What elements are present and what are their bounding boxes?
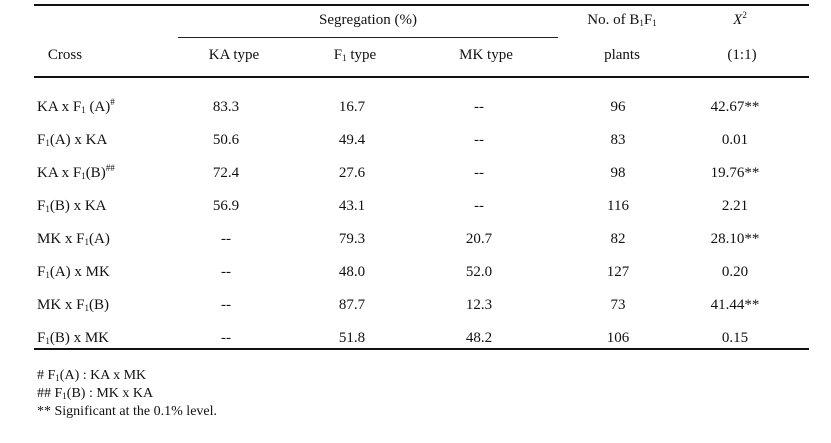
plants-header: plants — [604, 47, 640, 63]
segregation-header: Segregation (%) — [319, 12, 417, 28]
ka-type-cell: 83.3 — [212, 99, 240, 115]
mk-type-cell: -- — [474, 99, 484, 115]
plant-count-cell: 96 — [610, 99, 626, 115]
cross-cell: KA x $F_1(B)^{\#\#}$ — [37, 163, 115, 181]
mk-type-cell: 12.3 — [465, 297, 493, 313]
cross-cell: $F_1(B)$ x MK — [37, 330, 110, 346]
segregation-underline — [178, 37, 558, 38]
chi-square-cell: 19.76** — [710, 165, 760, 181]
plant-count-cell: 73 — [610, 297, 626, 313]
ka-type-header: KA type — [208, 47, 260, 63]
chi-square-cell: 0.20 — [721, 264, 749, 280]
plant-count-cell: 82 — [610, 231, 626, 247]
mk-type-header: MK type — [459, 47, 513, 63]
ratio-header: (1:1) — [727, 47, 757, 63]
footnote-3: ** Significant at the 0.1% level. — [37, 404, 218, 419]
ka-type-cell: -- — [221, 297, 231, 313]
cross-cell: MK x $F_1(B)$ — [37, 297, 110, 313]
table-bottom-rule — [34, 348, 809, 350]
ka-type-cell: -- — [221, 264, 231, 280]
f1-type-cell: 48.0 — [338, 264, 366, 280]
footnote-1: # $F_1(A)$ : KA x MK — [37, 368, 147, 383]
no-of-b1f1-header: No. of $B_1F_1$ — [587, 12, 657, 28]
cross-cell: $F_1(A)$ x KA — [37, 132, 108, 148]
mk-type-cell: 48.2 — [465, 330, 493, 346]
footnote-2: ## $F_1(B)$ : MK x KA — [37, 386, 154, 401]
chi-square-cell: 0.01 — [721, 132, 749, 148]
header-bottom-rule — [34, 76, 809, 78]
ka-type-cell: 56.9 — [212, 198, 240, 214]
plant-count-cell: 127 — [606, 264, 630, 280]
cross-cell: $F_1(A)$ x MK — [37, 264, 110, 280]
mk-type-cell: 52.0 — [465, 264, 493, 280]
f1-type-cell: 16.7 — [338, 99, 366, 115]
chi-square-cell: 41.44** — [710, 297, 760, 313]
plant-count-cell: 98 — [610, 165, 626, 181]
ka-type-cell: -- — [221, 330, 231, 346]
f1-type-cell: 51.8 — [338, 330, 366, 346]
mk-type-cell: -- — [474, 132, 484, 148]
cross-cell: MK x $F_1(A)$ — [37, 231, 110, 247]
ka-type-cell: 50.6 — [212, 132, 240, 148]
chi-square-cell: 0.15 — [721, 330, 749, 346]
cross-cell: $F_1(B)$ x KA — [37, 198, 107, 214]
f1-type-header: $F_1$ type — [333, 47, 377, 63]
mk-type-cell: -- — [474, 198, 484, 214]
top-rule — [34, 4, 809, 6]
chi-square-header: $X^2$ — [733, 10, 747, 28]
plant-count-cell: 116 — [607, 198, 629, 214]
mk-type-cell: -- — [474, 165, 484, 181]
f1-type-cell: 49.4 — [338, 132, 366, 148]
plant-count-cell: 106 — [606, 330, 630, 346]
f1-type-cell: 79.3 — [338, 231, 366, 247]
chi-square-cell: 42.67** — [710, 99, 760, 115]
cross-header: Cross — [47, 47, 83, 63]
chi-square-cell: 2.21 — [721, 198, 749, 214]
ka-type-cell: -- — [221, 231, 231, 247]
f1-type-cell: 27.6 — [338, 165, 366, 181]
f1-type-cell: 87.7 — [338, 297, 366, 313]
chi-square-cell: 28.10** — [710, 231, 760, 247]
plant-count-cell: 83 — [610, 132, 626, 148]
cross-cell: KA x $F_1$ (A)# — [37, 97, 115, 115]
mk-type-cell: 20.7 — [465, 231, 493, 247]
ka-type-cell: 72.4 — [212, 165, 240, 181]
f1-type-cell: 43.1 — [338, 198, 366, 214]
